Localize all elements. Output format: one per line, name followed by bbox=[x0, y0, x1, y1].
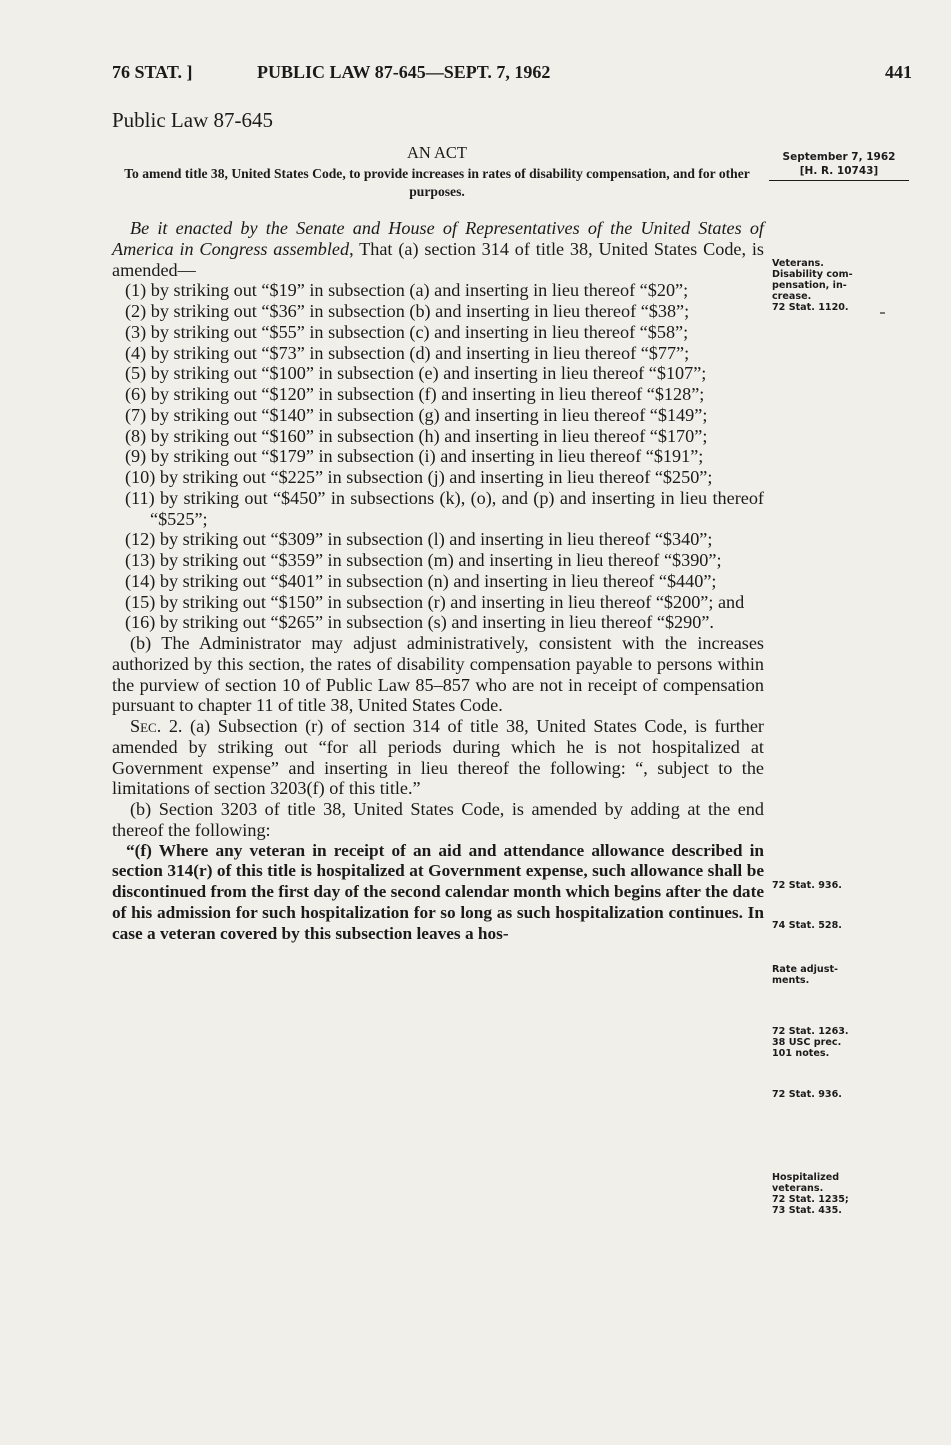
clause-13: (13) by striking out “$359” in subsection (m) and inserting in lieu thereof “$390”; bbox=[125, 550, 722, 570]
margin-note-rate-adjustments: Rate adjust- ments. bbox=[772, 964, 839, 986]
clause-5: (5) by striking out “$100” in subsection (e) and inserting in lieu thereof “$107”; bbox=[125, 363, 707, 384]
enacting-rest: , That (a) section 314 of title 38, United States Code, is amended— bbox=[112, 238, 765, 280]
header-title: PUBLIC LAW 87-645—SEPT. 7, 1962 bbox=[257, 62, 551, 82]
clause-16: (16) by striking out “$265” in subsection (s) and inserting in lieu thereof “$290”. bbox=[125, 612, 714, 633]
clause-9: (9) by striking out “$179” in subsection (i) and inserting in lieu thereof “$191”; bbox=[125, 446, 704, 467]
clause-10: (10) by striking out “$225” in subsection (j) and inserting in lieu thereof “$250”; bbox=[125, 467, 713, 487]
quoted-subsection-f: “(f) Where any veteran in receipt of an aid and attendance allowance described in section 314(r) of this title is hospitalized at Government expense, such allowance shall be discontinued from the first day of the second calendar month which begins after the date of his admission for such hospitalization for so long as such hospitalization continues. In case a veteran covered by this subsection leaves a hos- bbox=[112, 840, 764, 943]
margin-note-stat-1263: 72 Stat. 1263. 38 USC prec. 101 notes. bbox=[772, 1026, 849, 1059]
public-law-title: Public Law 87-645 bbox=[112, 108, 273, 132]
section-2-b: (b) Section 3203 of title 38, United States Code, is amended by adding at the end thereof the following: bbox=[112, 799, 764, 840]
clause-14: (14) by striking out “$401” in subsection (n) and inserting in lieu thereof “$440”; bbox=[125, 570, 717, 591]
clause-4: (4) by striking out “$73” in subsection (d) and inserting in lieu thereof “$77”; bbox=[125, 342, 690, 363]
enacting-clause bbox=[112, 218, 764, 280]
act-body bbox=[112, 218, 764, 944]
paragraph-b: (b) The Administrator may adjust administratively, consistent with the increases authorized by this section, the rates of disability compensation payable to persons within the purview of section 10 of Public Law 85–857 who are not in receipt of compensation pursuant to chapter 11 of title 38, United States Code. bbox=[112, 633, 764, 716]
section-2-a-text: (a) Subsection (r) of section 314 of title 38, United States Code, is further amended by striking out “for all periods during which he is not hospitalized at Government expense” and inserting in lieu thereof the following: “, subject to the limitations of section 3203(f) of this title.” bbox=[112, 716, 764, 799]
bill-number: [H. R. 10743] bbox=[769, 164, 909, 181]
section-label: Sec. 2. bbox=[130, 716, 183, 736]
clause-1: (1) by striking out “$19” in subsection (a) and inserting in lieu thereof “$20”; bbox=[125, 280, 689, 301]
clause-6: (6) by striking out “$120” in subsection (f) and inserting in lieu thereof “$128”; bbox=[125, 384, 705, 404]
print-mark bbox=[880, 312, 885, 314]
margin-note-stat-528: 74 Stat. 528. bbox=[772, 920, 842, 931]
margin-note-hospitalized: Hospitalized veterans. 72 Stat. 1235; 73 Stat. 435. bbox=[772, 1172, 849, 1216]
an-act-heading: AN ACT bbox=[406, 143, 468, 162]
volume-reference: 76 STAT. ] bbox=[112, 62, 193, 82]
margin-note-veterans: Veterans. Disability com- pensation, in- crease. 72 Stat. 1120. bbox=[772, 258, 853, 313]
page-number: 441 bbox=[885, 62, 912, 82]
enacting-formula: Be it enacted by the Senate and House of Representatives of the United States of America in Congress assembled bbox=[112, 218, 764, 259]
section-2-a bbox=[112, 716, 764, 799]
enactment-date-note bbox=[769, 150, 909, 181]
clause-7: (7) by striking out “$140” in subsection (g) and inserting in lieu thereof “$149”; bbox=[125, 404, 708, 425]
clause-15: (15) by striking out “$150” in subsection (r) and inserting in lieu thereof “$200”; and bbox=[125, 591, 745, 612]
enactment-date: September 7, 1962 bbox=[782, 151, 896, 163]
clause-8: (8) by striking out “$160” in subsection (h) and inserting in lieu thereof “$170”; bbox=[125, 425, 708, 446]
clause-3: (3) by striking out “$55” in subsection (c) and inserting in lieu thereof “$58”; bbox=[125, 321, 689, 342]
running-head bbox=[112, 62, 912, 86]
act-purpose: To amend title 38, United States Code, to provide increases in rates of disability compensation, and for other purposes. bbox=[124, 166, 750, 199]
clause-11: (11) by striking out “$450” in subsections (k), (o), and (p) and inserting in lieu thereof “$525”; bbox=[125, 487, 764, 529]
clause-2: (2) by striking out “$36” in subsection (b) and inserting in lieu thereof “$38”; bbox=[125, 301, 690, 321]
margin-note-stat-936: 72 Stat. 936. bbox=[772, 880, 842, 891]
clause-12: (12) by striking out “$309” in subsection (l) and inserting in lieu thereof “$340”; bbox=[125, 529, 713, 550]
margin-note-stat-936-b: 72 Stat. 936. bbox=[772, 1089, 842, 1100]
